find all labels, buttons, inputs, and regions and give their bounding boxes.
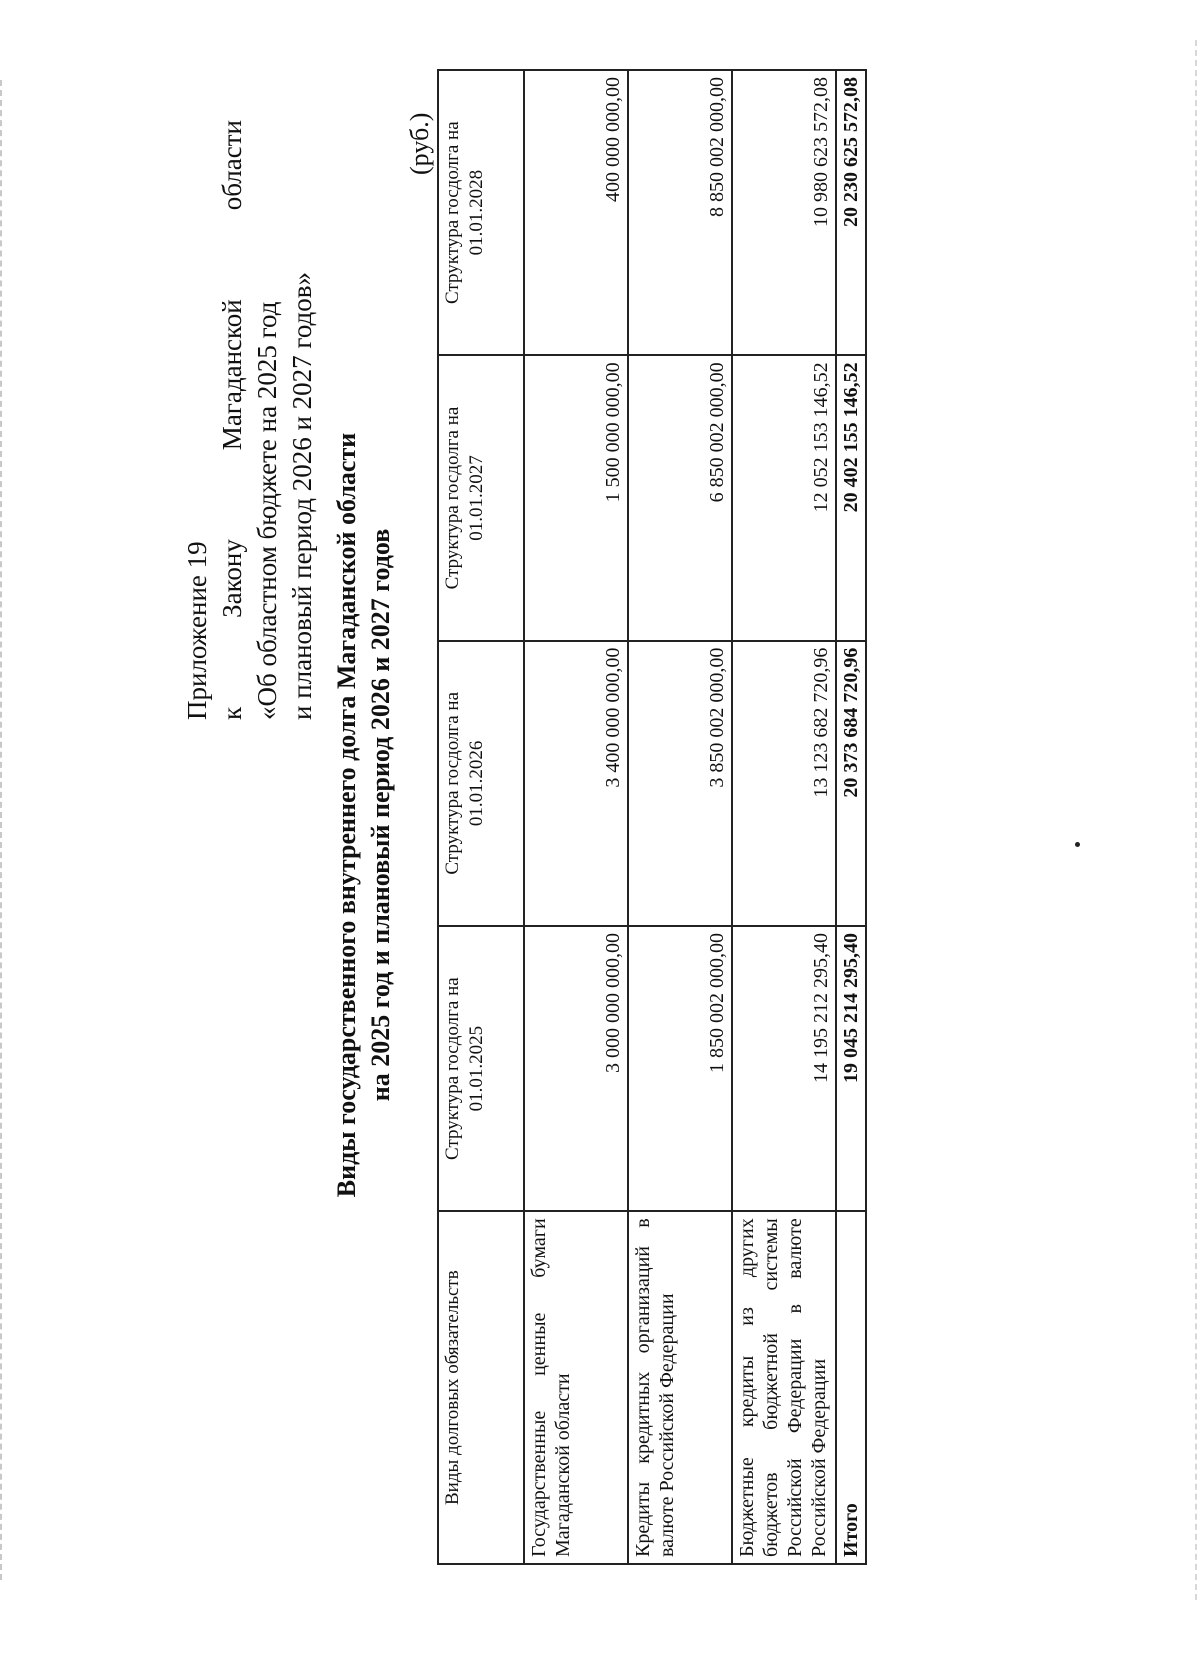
debt-table (437, 69, 867, 1565)
row-value: 10 980 623 572,08 (732, 70, 836, 355)
header-debt-type: Виды долговых обязательств (438, 1211, 524, 1564)
appendix-number: Приложение 19 (182, 541, 212, 720)
row-value: 1 850 002 000,00 (628, 926, 732, 1211)
total-value: 20 230 625 572,08 (836, 70, 866, 355)
row-name: Кредиты кредитных организаций в валюте Российской Федерации (628, 1211, 732, 1564)
header-2026: Структура госдолга на 01.01.2026 (438, 641, 524, 926)
header-2027: Структура госдолга на 01.01.2027 (438, 355, 524, 640)
title-line-1: Виды государственного внутреннего долга Магаданской области (332, 432, 361, 1198)
row-value: 3 400 000 000,00 (524, 641, 628, 926)
appendix-region: Магаданской (217, 299, 247, 451)
row-value: 8 850 002 000,00 (628, 70, 732, 355)
appendix-law-period: и плановый период 2026 и 2027 годов» (287, 271, 317, 720)
table-row (628, 70, 732, 1564)
row-value: 13 123 682 720,96 (732, 641, 836, 926)
document-title (330, 65, 398, 1565)
appendix-prefix: к (217, 706, 247, 720)
rotated-document-page (80, 65, 1080, 1625)
table-total-row (836, 70, 866, 1564)
appendix-header (180, 120, 320, 720)
total-value: 20 373 684 720,96 (836, 641, 866, 926)
total-value: 19 045 214 295,40 (836, 926, 866, 1211)
currency-unit: (руб.) (405, 112, 434, 175)
row-value: 12 052 153 146,52 (732, 355, 836, 640)
row-value: 6 850 002 000,00 (628, 355, 732, 640)
scan-edge-right (1191, 40, 1197, 1600)
title-line-2: на 2025 год и плановый период 2026 и 2027 годов (366, 528, 395, 1102)
total-value: 20 402 155 146,52 (836, 355, 866, 640)
row-name: Государственные ценные бумаги Магаданской области (524, 1211, 628, 1564)
row-value: 3 850 002 000,00 (628, 641, 732, 926)
row-value: 400 000 000,00 (524, 70, 628, 355)
row-name: Бюджетные кредиты из других бюджетов бюджетной системы Российской Федерации в валюте Российской Федерации (732, 1211, 836, 1564)
table-header-row (438, 70, 524, 1564)
appendix-region-end: области (217, 120, 247, 211)
row-value: 14 195 212 295,40 (732, 926, 836, 1211)
table-row (732, 70, 836, 1564)
row-value: 1 500 000 000,00 (524, 355, 628, 640)
header-2025: Структура госдолга на 01.01.2025 (438, 926, 524, 1211)
appendix-law-title: «Об областном бюджете на 2025 год (252, 301, 282, 720)
table-row (524, 70, 628, 1564)
header-2028: Структура госдолга на 01.01.2028 (438, 70, 524, 355)
scan-edge-left (0, 80, 8, 1580)
row-value: 3 000 000 000,00 (524, 926, 628, 1211)
appendix-law-word: Закону (217, 539, 247, 618)
appendix-law-line (215, 120, 250, 720)
total-label: Итого (836, 1211, 866, 1564)
